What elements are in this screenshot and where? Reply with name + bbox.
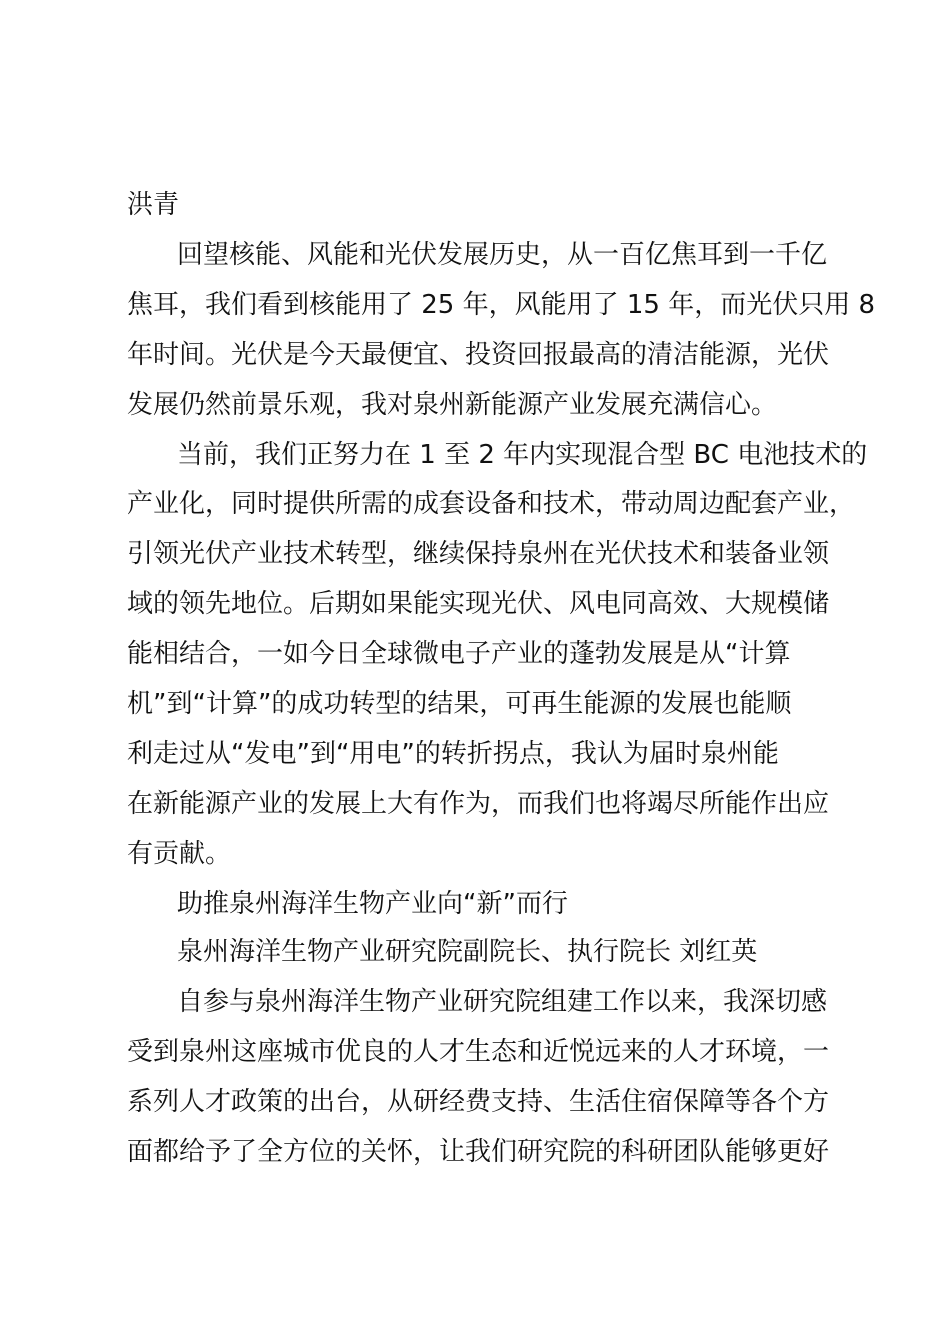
paragraph-line: 当前，我们正努力在 1 至 2 年内实现混合型 BC 电池技术的 (177, 440, 868, 470)
paragraph-line: 发展仍然前景乐观，我对泉州新能源产业发展充满信心。 (127, 390, 778, 420)
author-name: 洪青 (127, 190, 180, 220)
paragraph-line: 利走过从“发电”到“用电”的转折拐点，我认为届时泉州能 (127, 739, 779, 769)
paragraph-line: 自参与泉州海洋生物产业研究院组建工作以来，我深切感 (177, 987, 828, 1017)
paragraph-line: 能相结合，一如今日全球微电子产业的蓬勃发展是从“计算 (127, 639, 791, 669)
paragraph-line: 系列人才政策的出台，从研经费支持、生活住宿保障等各个方 (127, 1087, 830, 1117)
paragraph-line: 有贡献。 (127, 839, 232, 869)
paragraph-line: 回望核能、风能和光伏发展历史，从一百亿焦耳到一千亿 (177, 240, 828, 270)
paragraph-line: 在新能源产业的发展上大有作为，而我们也将竭尽所能作出应 (127, 789, 830, 819)
paragraph-line: 受到泉州这座城市优良的人才生态和近悦远来的人才环境，一 (127, 1037, 830, 1067)
paragraph-line: 机”到“计算”的成功转型的结果，可再生能源的发展也能顺 (127, 689, 792, 719)
paragraph-line: 引领光伏产业技术转型，继续保持泉州在光伏技术和装备业领 (127, 539, 830, 569)
paragraph-line: 域的领先地位。后期如果能实现光伏、风电同高效、大规模储 (127, 589, 830, 619)
paragraph-line: 焦耳，我们看到核能用了 25 年，风能用了 15 年，而光伏只用 8 (127, 290, 876, 320)
paragraph-line: 年时间。光伏是今天最便宜、投资回报最高的清洁能源，光伏 (127, 340, 830, 370)
section-heading: 助推泉州海洋生物产业向“新”而行 (177, 889, 568, 919)
paragraph-line: 产业化，同时提供所需的成套设备和技术，带动周边配套产业， (127, 489, 856, 519)
author-byline: 泉州海洋生物产业研究院副院长、执行院长 刘红英 (177, 937, 758, 967)
paragraph-line: 面都给予了全方位的关怀，让我们研究院的科研团队能够更好 (127, 1137, 830, 1167)
